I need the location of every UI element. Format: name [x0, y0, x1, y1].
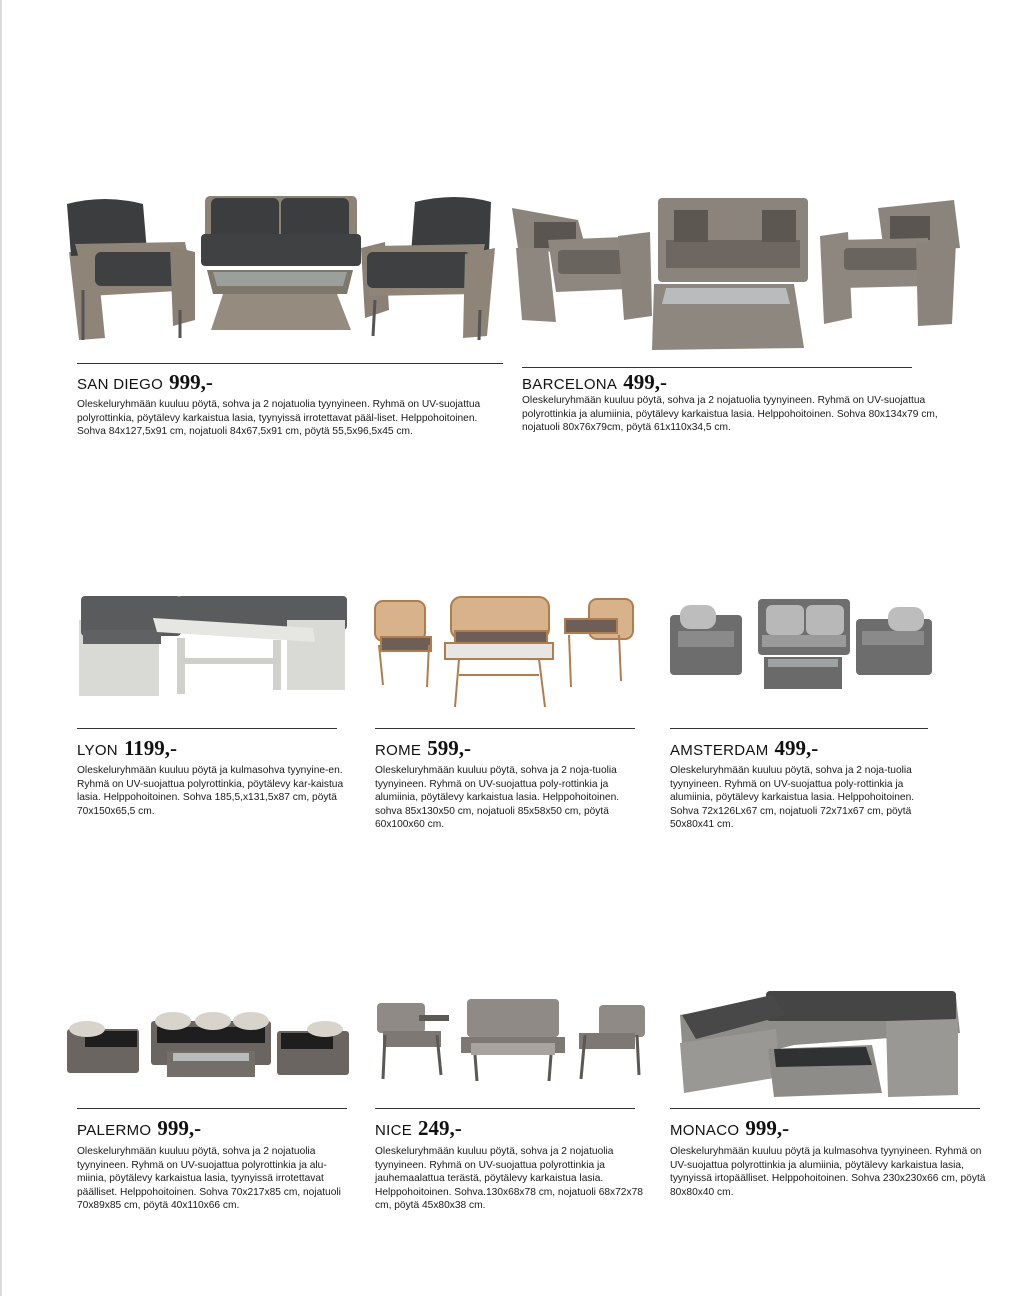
product-image	[373, 995, 653, 1090]
product-palermo	[55, 1005, 355, 1235]
product-heading	[77, 1116, 201, 1141]
coffee-table	[167, 1051, 255, 1077]
product-heading	[670, 1116, 789, 1141]
product-description: Oleskeluryhmään kuuluu pöytä, sohva ja 2 nojatuolia tyynyineen. Ryhmä on UV-suojattua polyrottinkia ja jauhemaalattua terästä, pöytälevy karkaistua lasia. Helppohoitoinen. Sohva.130x68x78 cm, nojatuoli 68x72x78 cm, pöytä 45x80x38 cm.	[375, 1146, 643, 1212]
product-price: 999,-	[745, 1116, 790, 1140]
coffee-table	[768, 1045, 882, 1097]
product-price: 1199,-	[123, 736, 178, 760]
coffee-table	[764, 657, 842, 689]
product-amsterdam	[648, 595, 948, 835]
product-image	[77, 590, 352, 705]
product-name: AMSTERDAM	[670, 742, 769, 759]
divider-line	[375, 1108, 635, 1109]
armchair-right	[856, 607, 932, 675]
product-price: 499,-	[774, 736, 819, 760]
product-price: 499,-	[623, 370, 667, 394]
armchair-left	[67, 1021, 139, 1073]
coffee-table	[652, 284, 804, 350]
product-name: MONACO	[670, 1122, 740, 1139]
product-monaco	[648, 985, 993, 1235]
product-heading	[77, 370, 213, 395]
sofa	[758, 599, 850, 655]
armchair-left	[512, 208, 652, 322]
corner-sofa	[79, 596, 347, 696]
product-barcelona	[500, 192, 970, 452]
armchair-left	[67, 199, 195, 340]
product-name: LYON	[77, 742, 118, 759]
product-san-diego	[55, 190, 515, 460]
product-name: NICE	[375, 1122, 413, 1139]
product-description: Oleskeluryhmään kuuluu pöytä, sohva ja 2 nojatuolia tyynyineen. Ryhmä on UV-suojattua polyrottinkia, pöytälevy karkaistua lasia, tyynyissä irrotettavat pääl-liset. Helppohoitoinen. Sohva 84x127,5x91 cm, nojatuoli 84x67,5x91 cm, pöytä 55,5x96,5x45 cm.	[77, 399, 481, 438]
divider-line	[670, 728, 928, 729]
product-description: Oleskeluryhmään kuuluu pöytä, sohva ja 2 nojatuolia tyynyineen. Ryhmä on UV-suojattua polyrottinkia ja alu-miinia, pöytälevy karkaistua lasia, tyynyissä irrotettavat päälliset. Helppohoitoinen. Sohva 70x217x85 cm, nojatuoli 70x89x85 cm, pöytä 40x110x66 cm.	[77, 1146, 341, 1212]
product-description: Oleskeluryhmään kuuluu pöytä, sohva ja 2 noja-tuolia tyynyineen. Ryhmä on UV-suojattua poly-rottinkia ja alumiinia, pöytälevy karkaistua lasia. Helppohoitoinen. sohva 85x130x50 cm, nojatuoli 85x58x50 cm, pöytä 60x100x60 cm.	[375, 765, 620, 831]
product-description: Oleskeluryhmään kuuluu pöytä ja kulmasohva tyynyine-en. Ryhmä on UV-suojattua polyrottinkia, pöytälevy kar-kaistua lasia. Helppohoitoinen. Sohva 185,5,x131,5x87 cm, pöytä 70x150x65,5 cm.	[77, 765, 344, 817]
product-nice	[353, 995, 653, 1235]
divider-line	[670, 1108, 980, 1109]
divider-line	[77, 728, 337, 729]
sofa	[201, 196, 361, 266]
product-description: Oleskeluryhmään kuuluu pöytä, sohva ja 2 nojatuolia tyynyineen. Ryhmä on UV-suojattua polyrottinkia ja alumiinia, pöytälevy karkaistua lasia. Helppohoitoinen. Sohva 80x134x79 cm, nojatuoli 80x76x79cm, pöytä 61x110x34,5 cm.	[522, 395, 938, 434]
product-lyon	[55, 590, 355, 830]
product-image	[508, 192, 968, 362]
armchair-left	[670, 605, 742, 675]
divider-line	[522, 367, 912, 368]
page-edge-divider	[0, 0, 2, 1296]
product-heading	[375, 1116, 462, 1141]
product-heading	[375, 736, 471, 761]
product-image	[676, 985, 966, 1110]
armchair-right	[361, 197, 495, 340]
coffee-table	[207, 270, 353, 330]
product-heading	[670, 736, 818, 761]
product-price: 999,-	[169, 370, 213, 394]
product-image	[63, 1005, 353, 1085]
armchair-right	[565, 599, 633, 687]
divider-line	[375, 728, 635, 729]
product-rome	[353, 595, 643, 835]
armchair-left	[375, 601, 431, 687]
product-heading	[522, 370, 667, 395]
product-image	[666, 595, 941, 695]
product-name: BARCELONA	[522, 376, 618, 393]
product-name: ROME	[375, 742, 422, 759]
product-price: 249,-	[418, 1116, 462, 1140]
product-price: 999,-	[157, 1116, 202, 1140]
sofa	[451, 597, 549, 643]
divider-line	[77, 1108, 347, 1109]
product-name: SAN DIEGO	[77, 376, 164, 393]
product-description: Oleskeluryhmään kuuluu pöytä ja kulmasohva tyynyineen. Ryhmä on UV-suojattua polyrottinkia ja alumiinia, pöytälevy karkaistua lasia, tyynyissä irtopäälliset. Helppohoitoinen. Sohva 230x230x66 cm, pöytä 80x80x40 cm.	[670, 1146, 986, 1198]
armchair-right	[579, 1005, 645, 1079]
product-image	[55, 190, 505, 355]
sofa	[658, 198, 808, 282]
coffee-table	[471, 1043, 555, 1081]
product-image	[369, 595, 639, 715]
coffee-table	[445, 643, 553, 707]
product-heading	[77, 736, 177, 761]
armchair-right	[277, 1021, 349, 1075]
product-description: Oleskeluryhmään kuuluu pöytä, sohva ja 2 noja-tuolia tyynyineen. Ryhmä on UV-suojattua poly-rottinkia ja alumiinia, pöytälevy karkaistua lasia. Helppohoitoinen. Sohva 72x126Lx67 cm, nojatuoli 72x71x67 cm, pöytä 50x80x41 cm.	[670, 765, 915, 831]
armchair-right	[820, 200, 960, 326]
divider-line	[77, 363, 503, 364]
armchair-left	[377, 1003, 449, 1079]
product-name: PALERMO	[77, 1122, 152, 1139]
product-price: 599,-	[427, 736, 471, 760]
